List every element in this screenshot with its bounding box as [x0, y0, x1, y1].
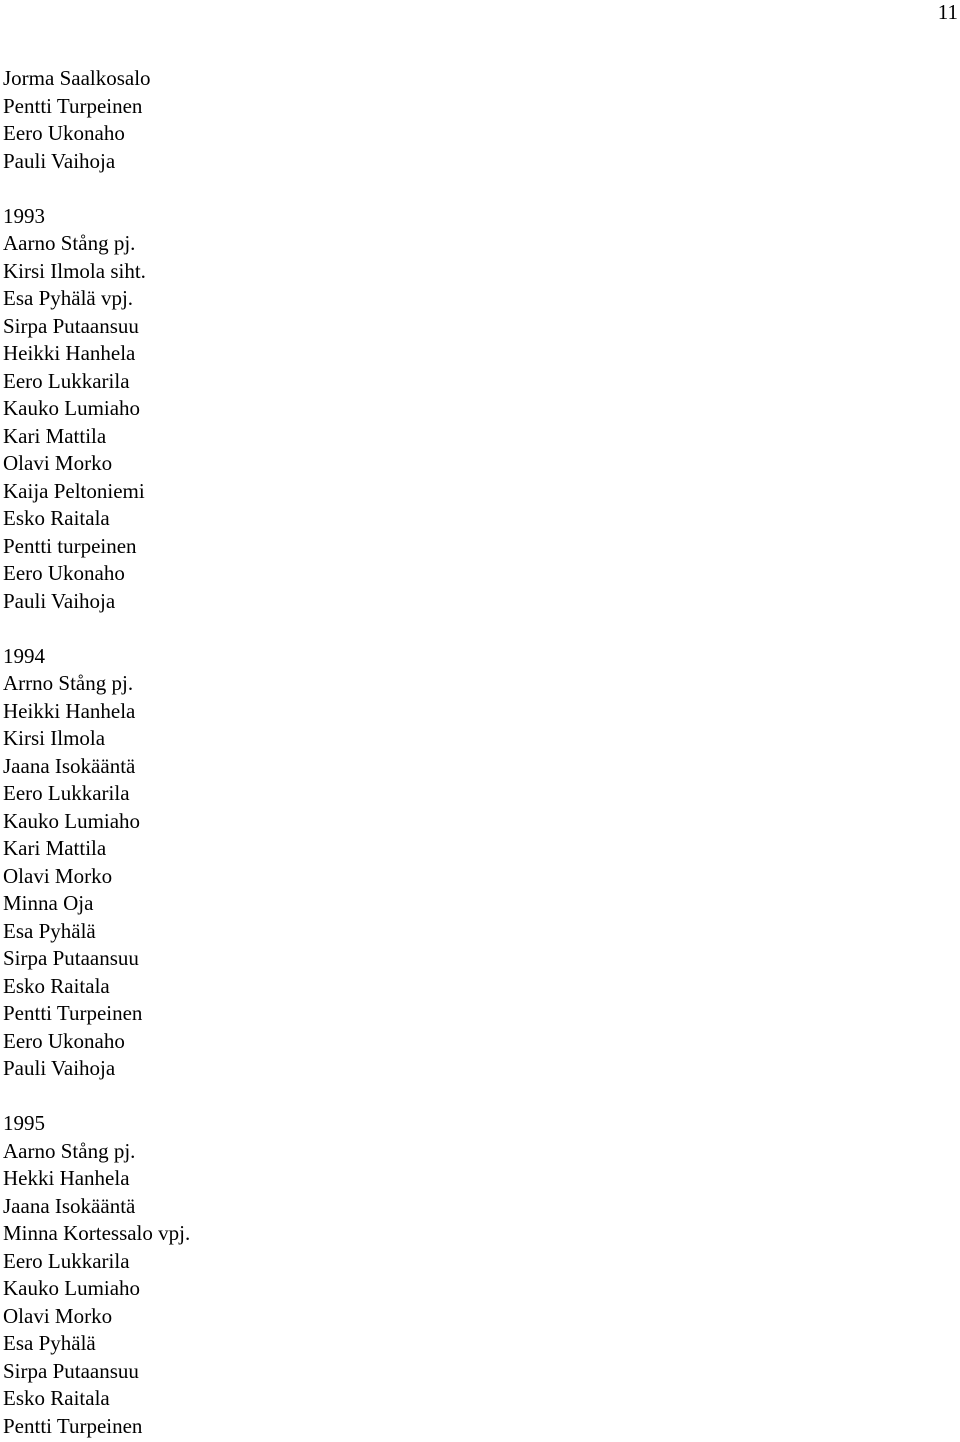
year-heading: 1993 — [3, 203, 45, 228]
member-name: Aarno Stång pj. — [3, 231, 136, 255]
member-name: Hekki Hanhela — [3, 1166, 130, 1190]
section-gap — [3, 175, 190, 203]
member-name: Olavi Morko — [3, 451, 113, 475]
section-previous-year-continuation — [3, 65, 190, 175]
member-name: Sirpa Putaansuu — [3, 946, 139, 970]
member-name: Arrno Stång pj. — [3, 671, 134, 695]
member-name: Sirpa Putaansuu — [3, 1358, 139, 1383]
section-gap — [3, 1083, 190, 1111]
member-name: Minna Oja — [3, 891, 94, 915]
member-name: Aarno Stång pj. — [3, 1138, 136, 1163]
member-name: Esko Raitala — [3, 973, 110, 998]
member-name: Sirpa Putaansuu — [3, 313, 139, 338]
member-name: Kirsi Ilmola — [3, 726, 106, 750]
member-name: Esa Pyhälä — [3, 1331, 96, 1355]
section-1993 — [3, 203, 190, 616]
section-1995 — [3, 1110, 190, 1440]
member-name: Olavi Morko — [3, 863, 113, 888]
member-name: Jaana Isokääntä — [3, 753, 136, 778]
member-name: Eero Ukonaho — [3, 121, 125, 145]
member-list — [3, 65, 190, 1440]
year-heading: 1995 — [3, 1111, 45, 1135]
member-name: Heikki Hanhela — [3, 698, 136, 723]
member-name: Eero Lukkarila — [3, 781, 130, 805]
member-name: Eero Ukonaho — [3, 1028, 125, 1053]
member-name: Kauko Lumiaho — [3, 1276, 141, 1300]
member-name: Jorma Saalkosalo — [3, 66, 151, 90]
member-name: Minna Kortessalo vpj. — [3, 1221, 191, 1245]
member-name: Pauli Vaihoja — [3, 1056, 116, 1080]
member-name: Kari Mattila — [3, 423, 107, 448]
member-name: Olavi Morko — [3, 1303, 113, 1328]
year-heading: 1994 — [3, 643, 45, 668]
member-name: Esa Pyhälä vpj. — [3, 286, 134, 310]
member-name: Pentti Turpeinen — [3, 1413, 143, 1438]
member-name: Eero Lukkarila — [3, 1248, 130, 1273]
member-name: Pentti Turpeinen — [3, 93, 143, 118]
member-name: Jaana Isokääntä — [3, 1193, 136, 1218]
member-name: Eero Lukkarila — [3, 368, 130, 393]
member-name: Esa Pyhälä — [3, 918, 96, 943]
member-name: Pentti turpeinen — [3, 533, 137, 558]
page-number: 11 — [937, 0, 958, 24]
member-name: Heikki Hanhela — [3, 341, 136, 365]
member-name: Eero Ukonaho — [3, 561, 125, 585]
member-name: Kauko Lumiaho — [3, 396, 141, 420]
member-name: Pauli Vaihoja — [3, 588, 116, 613]
member-name: Pauli Vaihoja — [3, 148, 116, 173]
member-name: Esko Raitala — [3, 506, 110, 530]
section-gap — [3, 615, 190, 643]
member-name: Pentti Turpeinen — [3, 1001, 143, 1025]
member-name: Kirsi Ilmola siht. — [3, 258, 146, 283]
member-name: Kauko Lumiaho — [3, 808, 141, 833]
member-name: Kari Mattila — [3, 836, 107, 860]
member-name: Kaija Peltoniemi — [3, 478, 145, 503]
section-1994 — [3, 643, 190, 1083]
member-name: Esko Raitala — [3, 1386, 110, 1410]
